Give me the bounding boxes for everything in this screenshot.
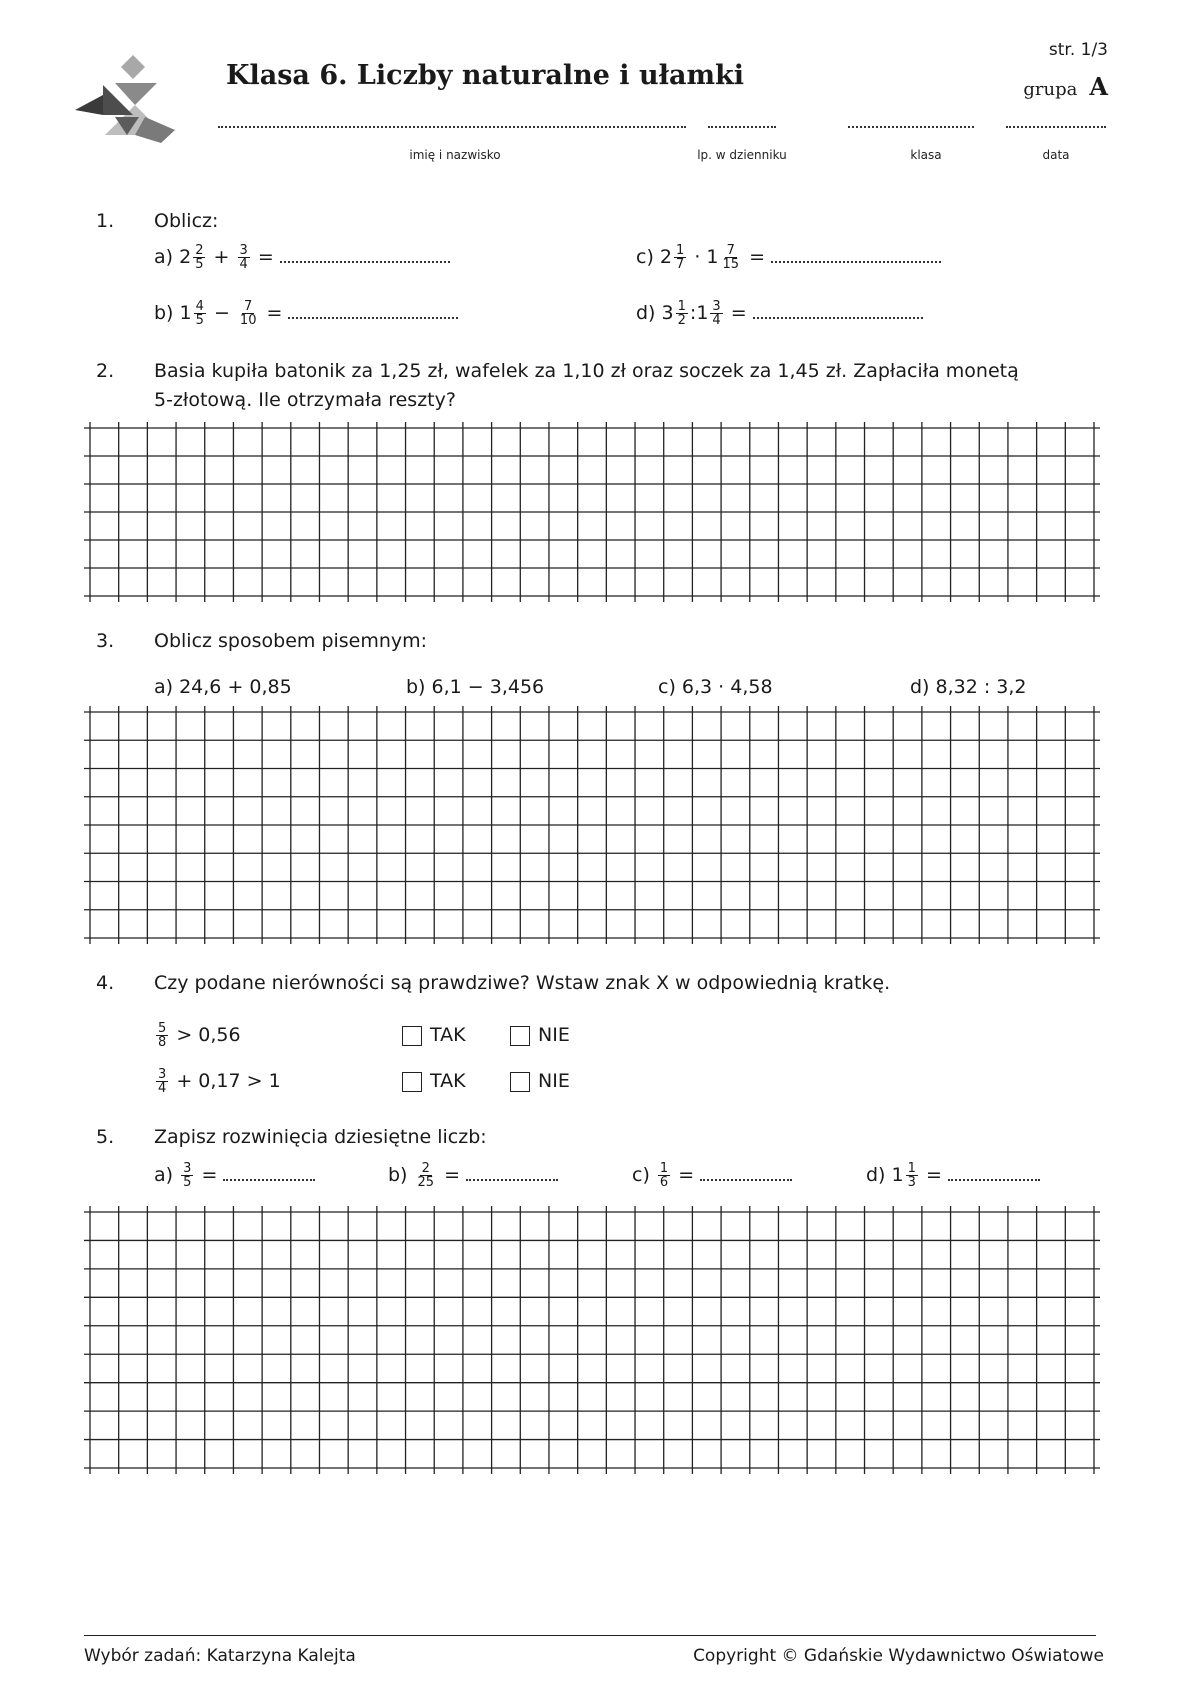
task-1d: d) 3 $\frac{1}{2}$ :1 $\frac{3}{4}$ = bbox=[636, 300, 923, 327]
task-5a: a) $\frac{3}{5}$ = bbox=[154, 1162, 315, 1189]
task-5d: d) 1 $\frac{1}{3}$ = bbox=[866, 1162, 1040, 1189]
answer-1c[interactable] bbox=[771, 261, 941, 263]
tangram-logo bbox=[75, 55, 185, 145]
answer-5a[interactable] bbox=[223, 1179, 315, 1181]
task-1-prompt: Oblicz: bbox=[154, 210, 219, 232]
task-5-prompt: Zapisz rozwinięcia dziesiętne liczb: bbox=[154, 1126, 487, 1148]
checkbox-1-no[interactable] bbox=[510, 1026, 530, 1046]
name-field[interactable] bbox=[218, 126, 686, 128]
inequality-2: $\frac{3}{4}$ + 0,17 > 1 bbox=[158, 1067, 281, 1096]
page-title: Klasa 6. Liczby naturalne i ułamki bbox=[226, 60, 744, 91]
answer-grid-2[interactable] bbox=[84, 422, 1100, 602]
name-field-label: imię i nazwisko bbox=[409, 148, 501, 162]
inequality-1-yes[interactable]: TAK bbox=[402, 1024, 466, 1046]
task-1a: a) 2 $\frac{2}{5}$ + $\frac{3}{4}$ = bbox=[154, 244, 450, 271]
task-2-text-line2: 5-złotową. Ile otrzymała reszty? bbox=[154, 389, 456, 411]
task-4-prompt: Czy podane nierówności są prawdziwe? Wstaw znak X w odpowiednią kratkę. bbox=[154, 972, 891, 994]
answer-1d[interactable] bbox=[753, 317, 923, 319]
task-1-number: 1. bbox=[96, 210, 115, 232]
class-label: klasa bbox=[910, 148, 942, 162]
register-number-field[interactable] bbox=[708, 126, 776, 128]
inequality-1-no[interactable]: NIE bbox=[510, 1024, 570, 1046]
answer-1b[interactable] bbox=[288, 317, 458, 319]
date-label: data bbox=[1042, 148, 1070, 162]
answer-5c[interactable] bbox=[700, 1179, 792, 1181]
task-4-number: 4. bbox=[96, 972, 115, 994]
group-indicator bbox=[1023, 72, 1108, 101]
footer-divider bbox=[84, 1635, 1096, 1636]
task-1b: b) 1 $\frac{4}{5}$ − $\frac{7}{10}$ = bbox=[154, 300, 458, 327]
register-number-label: lp. w dzienniku bbox=[697, 148, 787, 162]
answer-5d[interactable] bbox=[948, 1179, 1040, 1181]
task-2-text-line1: Basia kupiła batonik za 1,25 zł, wafelek za 1,10 zł oraz soczek za 1,45 zł. Zapłaciła monetą bbox=[154, 360, 1019, 382]
task-3c: c) 6,3 · 4,58 bbox=[658, 676, 773, 698]
task-3b: b) 6,1 − 3,456 bbox=[406, 676, 545, 698]
class-field[interactable] bbox=[848, 126, 974, 128]
answer-5b[interactable] bbox=[466, 1179, 558, 1181]
answer-1a[interactable] bbox=[280, 261, 450, 263]
inequality-2-no[interactable]: NIE bbox=[510, 1070, 570, 1092]
page-number: str. 1/3 bbox=[1048, 40, 1108, 60]
task-3d: d) 8,32 : 3,2 bbox=[910, 676, 1027, 698]
date-field[interactable] bbox=[1006, 126, 1106, 128]
task-1c: c) 2 $\frac{1}{7}$ · 1 $\frac{7}{15}$ = bbox=[636, 244, 941, 271]
checkbox-1-yes[interactable] bbox=[402, 1026, 422, 1046]
inequality-2-yes[interactable]: TAK bbox=[402, 1070, 466, 1092]
footer-author: Wybór zadań: Katarzyna Kalejta bbox=[84, 1646, 356, 1666]
task-3-prompt: Oblicz sposobem pisemnym: bbox=[154, 630, 428, 652]
task-5-number: 5. bbox=[96, 1126, 115, 1148]
task-3a: a) 24,6 + 0,85 bbox=[154, 676, 292, 698]
task-2-number: 2. bbox=[96, 360, 115, 382]
footer-copyright: Copyright © Gdańskie Wydawnictwo Oświatowe bbox=[693, 1646, 1104, 1666]
inequality-1: $\frac{5}{8}$ > 0,56 bbox=[158, 1021, 241, 1050]
group-letter: A bbox=[1089, 72, 1108, 101]
checkbox-2-no[interactable] bbox=[510, 1072, 530, 1092]
answer-grid-3[interactable] bbox=[84, 706, 1100, 944]
group-label: grupa bbox=[1023, 79, 1078, 100]
task-5c: c) $\frac{1}{6}$ = bbox=[632, 1162, 792, 1189]
task-5b: b) $\frac{2}{25}$ = bbox=[388, 1162, 558, 1189]
answer-grid-5[interactable] bbox=[84, 1206, 1100, 1474]
task-3-number: 3. bbox=[96, 630, 115, 652]
checkbox-2-yes[interactable] bbox=[402, 1072, 422, 1092]
